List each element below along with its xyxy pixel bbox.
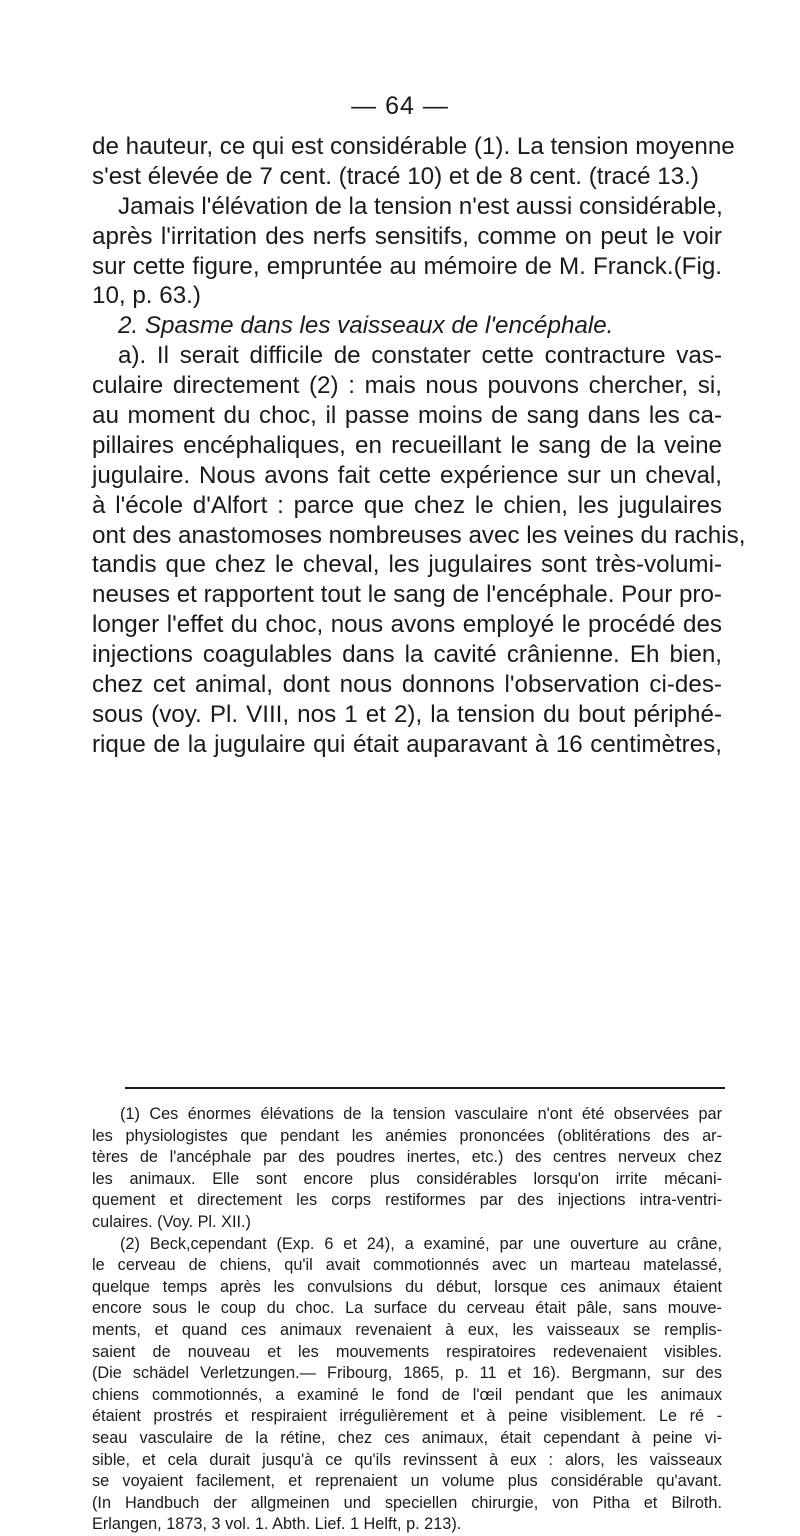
- text-line: culaire directement (2) : mais nous pouvons chercher, si,: [92, 372, 722, 400]
- footnote-line: seau vasculaire de la rétine, chez ces animaux, était cependant à peine vi-: [92, 1428, 722, 1447]
- footnote-line: quelque temps après les convulsions du début, lorsque ces animaux étaient: [92, 1277, 722, 1296]
- footnote-line: se voyaient facilement, et reprenaient un volume plus considérable qu'avant.: [92, 1472, 722, 1491]
- text-line: neuses et rapportent tout le sang de l'encéphale. Pour pro-: [92, 581, 722, 609]
- footnote-line: ments, et quand ces animaux revenaient à eux, les vaisseaux se remplis-: [92, 1320, 722, 1339]
- text-line: longer l'effet du choc, nous avons employé le procédé des: [92, 611, 722, 639]
- footnote-line: (In Handbuch der allgmeinen und speciellen chirurgie, von Pitha et Bilroth.: [92, 1493, 722, 1512]
- footnote-line: chiens commotionnés, a examiné le fond de l'œil pendant que les animaux: [92, 1385, 722, 1404]
- text-line: s'est élevée de 7 cent. (tracé 10) et de 8 cent. (tracé 13.): [92, 162, 699, 190]
- text-line: injections coagulables dans la cavité crânienne. Eh bien,: [92, 641, 722, 669]
- page-number: — 64 —: [351, 92, 449, 120]
- text-line: à l'école d'Alfort : parce que chez le chien, les jugulaires: [92, 491, 722, 519]
- text-line: chez cet animal, dont nous donnons l'observation ci-des-: [92, 671, 722, 699]
- text-line: sur cette figure, empruntée au mémoire de M. Franck.(Fig.: [92, 252, 722, 280]
- text-line: 2. Spasme dans les vaisseaux de l'encéphale.: [118, 312, 614, 340]
- text-line: 10, p. 63.): [92, 282, 201, 310]
- text-line: pillaires encéphaliques, en recueillant le sang de la veine: [92, 431, 722, 459]
- text-line: sous (voy. Pl. VIII, nos 1 et 2), la tension du bout périphé-: [92, 700, 722, 728]
- footnote-line: le cerveau de chiens, qu'il avait commotionnés avec un marteau matelassé,: [92, 1256, 722, 1275]
- footnote-line: Erlangen, 1873, 3 vol. 1. Abth. Lief. 1 Helft, p. 213).: [92, 1515, 462, 1534]
- footnote-line: quement et directement les corps restiformes par des injections intra-ventri-: [92, 1191, 722, 1210]
- footnote-line: saient de nouveau et les mouvements respiratoires redevenaient visibles.: [92, 1342, 722, 1361]
- footnote-line: étaient prostrés et respiraient irrégulièrement et à peine visiblement. Le ré -: [92, 1407, 722, 1426]
- footnote-divider: [125, 1087, 725, 1089]
- footnote-line: sible, et cela durait jusqu'à ce qu'ils revinssent à eux : alors, les vaisseaux: [92, 1450, 722, 1469]
- text-line: au moment du choc, il passe moins de sang dans les ca-: [92, 402, 722, 430]
- text-line: jugulaire. Nous avons fait cette expérience sur un cheval,: [92, 461, 722, 489]
- main-text: [92, 132, 746, 760]
- footnote-line: culaires. (Voy. Pl. XII.): [92, 1212, 251, 1231]
- text-line: ont des anastomoses nombreuses avec les veines du rachis,: [92, 521, 746, 549]
- text-line: Jamais l'élévation de la tension n'est aussi considérable,: [118, 192, 723, 220]
- footnote-line: tères de l'ancéphale par des poudres inertes, etc.) des centres nerveux chez: [92, 1148, 722, 1167]
- text-line: de hauteur, ce qui est considérable (1). La tension moyenne: [92, 133, 735, 160]
- footnote-line: les physiologistes que pendant les anémies prononcées (oblitérations des ar-: [92, 1126, 722, 1145]
- text-line: rique de la jugulaire qui était auparavant à 16 centimètres,: [92, 730, 722, 758]
- footnote-line: (Die schädel Verletzungen.— Fribourg, 1865, p. 11 et 16). Bergmann, sur des: [92, 1364, 722, 1383]
- text-line: tandis que chez le cheval, les jugulaires sont très-volumi-: [92, 551, 722, 579]
- footnote-line: les animaux. Elle sont encore plus considérables lorsqu'on irrite mécani-: [92, 1169, 722, 1188]
- footnote-line: (2) Beck,cependant (Exp. 6 et 24), a examiné, par une ouverture au crâne,: [120, 1234, 722, 1253]
- footnote-line: encore sous le coup du choc. La surface du cerveau était pâle, sans mouve-: [92, 1299, 722, 1318]
- footnote-line: (1) Ces énormes élévations de la tension vasculaire n'ont été observées par: [120, 1105, 722, 1123]
- footnotes: [92, 1104, 722, 1536]
- text-line: a). Il serait difficile de constater cette contracture vas-: [118, 342, 722, 370]
- text-line: après l'irritation des nerfs sensitifs, comme on peut le voir: [92, 222, 722, 250]
